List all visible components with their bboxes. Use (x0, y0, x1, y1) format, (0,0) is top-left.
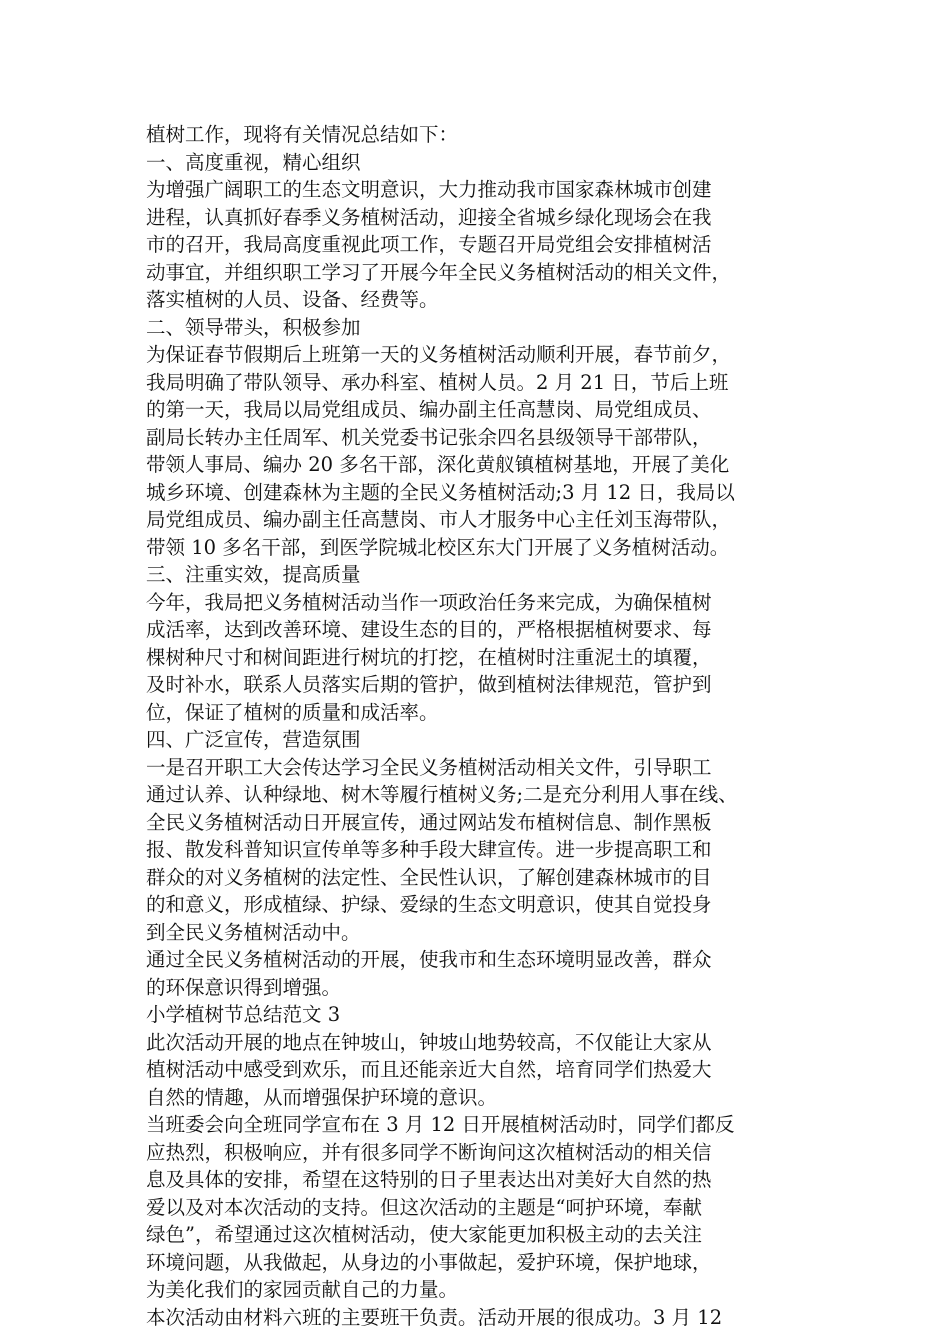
text-line: 绿色”，希望通过这次植树活动，使大家能更加积极主动的去关注 (146, 1223, 702, 1246)
text-line: 此次活动开展的地点在钟坡山，钟坡山地势较高，不仅能让大家从 (146, 1030, 712, 1054)
text-line: 通过认养、认种绿地、树木等履行植树义务;二是充分利用人事在线、 (146, 783, 738, 806)
text-line: 通过全民义务植树活动的开展，使我市和生态环境明显改善，群众 (146, 948, 712, 971)
text-line: 带领人事局、编办 20 多名干部，深化黄舣镇植树基地，开展了美化 (146, 453, 730, 476)
text-line: 局党组成员、编办副主任高慧岗、市人才服务中心主任刘玉海带队， (146, 508, 732, 531)
text-line: 位，保证了植树的质量和成活率。 (146, 700, 439, 724)
text-line: 植树活动中感受到欢乐，而且还能亲近大自然，培育同学们热爱大 (146, 1058, 712, 1081)
text-line: 的第一天，我局以局党组成员、编办副主任高慧岗、局党组成员、 (146, 398, 712, 421)
text-line: 进程，认真抓好春季义务植树活动，迎接全省城乡绿化现场会在我 (146, 205, 712, 229)
text-line: 全民义务植树活动日开展宣传，通过网站发布植树信息、制作黑板 (146, 810, 712, 834)
text-line: 自然的情趣，从而增强保护环境的意识。 (146, 1085, 498, 1109)
text-line: 为增强广阔职工的生态文明意识，大力推动我市国家森林城市创建 (146, 178, 712, 201)
text-line: 成活率，达到改善环境、建设生态的目的，严格根据植树要求、每 (146, 618, 712, 641)
text-line: 带领 10 多名干部，到医学院城北校区东大门开展了义务植树活动。 (146, 535, 730, 559)
text-line: 应热烈，积极响应，并有很多同学不断询问这次植树活动的相关信 (146, 1140, 712, 1164)
text-line: 城乡环境、创建森林为主题的全民义务植树活动;3 月 12 日，我局以 (146, 480, 735, 504)
text-line: 副局长转办主任周军、机关党委书记张余四名县级领导干部带队， (146, 425, 712, 449)
text-line: 的和意义，形成植绿、护绿、爱绿的生态文明意识，使其自觉投身 (146, 893, 712, 916)
section-heading: 四、广泛宣传，营造氛围 (146, 728, 361, 751)
text-line: 息及具体的安排，希望在这特别的日子里表达出对美好大自然的热 (146, 1168, 712, 1191)
text-line: 一是召开职工大会传达学习全民义务植树活动相关文件，引导职工 (146, 755, 712, 779)
text-line: 动事宜，并组织职工学习了开展今年全民义务植树活动的相关文件， (146, 260, 732, 284)
text-line: 的环保意识得到增强。 (146, 975, 342, 999)
section-heading: 三、注重实效，提高质量 (146, 563, 361, 586)
text-line: 爱以及对本次活动的支持。但这次活动的主题是“呵护环境，奉献 (146, 1195, 702, 1219)
text-line: 棵树种尺寸和树间距进行树坑的打挖，在植树时注重泥土的填覆， (146, 645, 712, 669)
text-line: 报、散发科普知识宣传单等多种手段大肆宣传。进一步提高职工和 (146, 838, 712, 861)
section-heading: 一、高度重视，精心组织 (146, 150, 361, 174)
section-heading: 二、领导带头，积极参加 (146, 315, 361, 339)
text-line: 为美化我们的家园贡献自己的力量。 (146, 1278, 459, 1301)
text-line: 今年，我局把义务植树活动当作一项政治任务来完成，为确保植树 (146, 590, 712, 614)
text-line: 群众的对义务植树的法定性、全民性认识，了解创建森林城市的目 (146, 865, 712, 889)
text-line: 植树工作，现将有关情况总结如下： (146, 123, 459, 146)
text-line: 当班委会向全班同学宣布在 3 月 12 日开展植树活动时，同学们都反 (146, 1113, 735, 1136)
document-body (146, 121, 826, 1331)
text-line: 环境问题，从我做起，从身边的小事做起，爱护环境，保护地球， (146, 1250, 712, 1274)
text-line: 市的召开，我局高度重视此项工作，专题召开局党组会安排植树活 (146, 233, 712, 256)
text-line: 落实植树的人员、设备、经费等。 (146, 288, 439, 311)
text-line: 为保证春节假期后上班第一天的义务植树活动顺利开展，春节前夕， (146, 343, 732, 366)
text-line: 到全民义务植树活动中。 (146, 920, 361, 944)
text-line: 本次活动由材料六班的主要班干负责。活动开展的很成功。3 月 12 (146, 1305, 723, 1329)
text-line: 我局明确了带队领导、承办科室、植树人员。2 月 21 日，节后上班 (146, 370, 729, 394)
text-line: 及时补水，联系人员落实后期的管护，做到植树法律规范，管护到 (146, 673, 712, 696)
article-title: 小学植树节总结范文 3 (146, 1003, 341, 1026)
